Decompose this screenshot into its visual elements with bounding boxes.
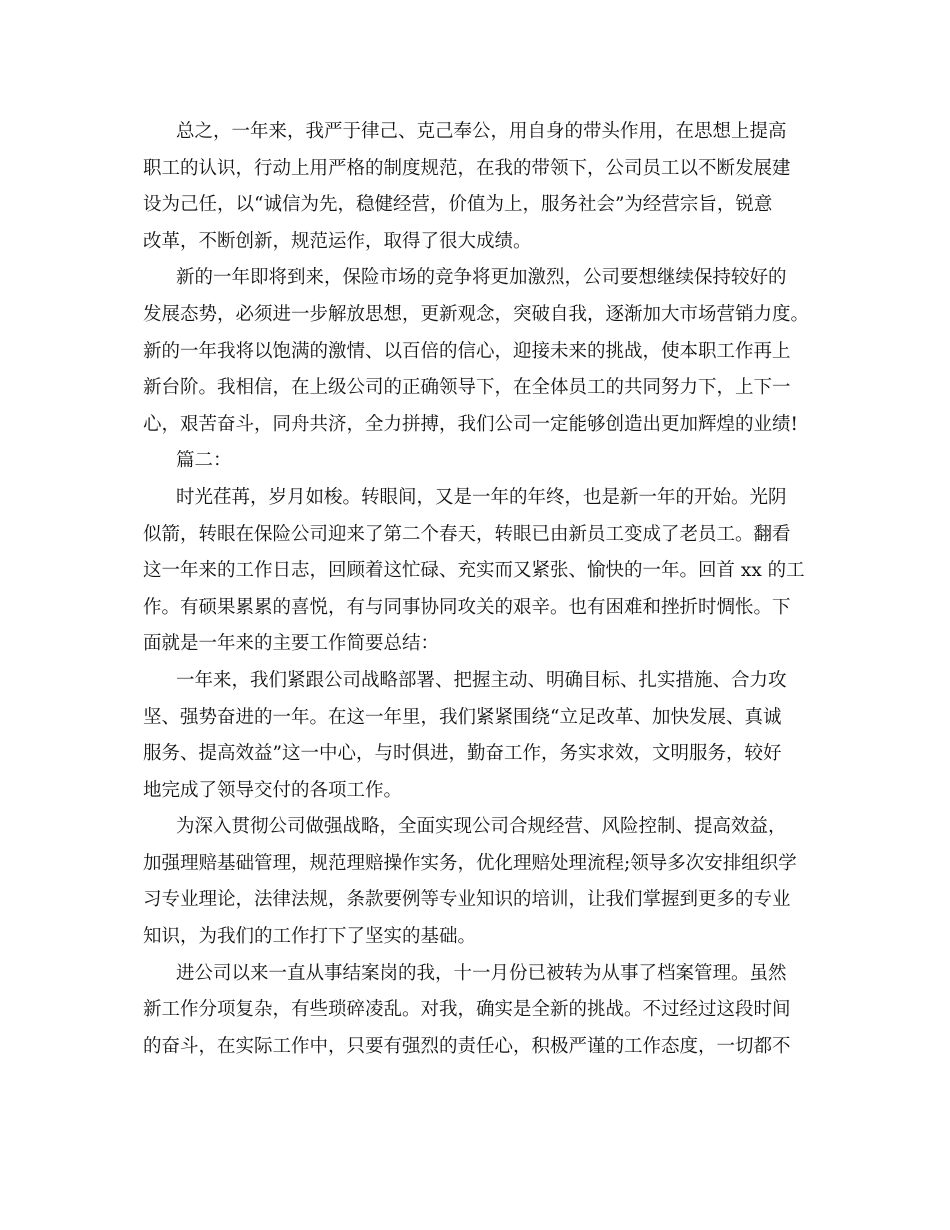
paragraph-line: 作。有硕果累累的喜悦，有与同事协同攻关的艰辛。也有困难和挫折时惆怅。下 bbox=[143, 596, 791, 618]
paragraph-line: 心，艰苦奋斗，同舟共济，全力拼搏，我们公司一定能够创造出更加辉煌的业绩! bbox=[143, 413, 798, 435]
paragraph-line: 知识，为我们的工作打下了坚实的基础。 bbox=[143, 926, 477, 948]
paragraph-line: 面就是一年来的主要工作简要总结： bbox=[143, 633, 440, 655]
paragraph-line: 坚、强势奋进的一年。在这一年里，我们紧紧围绕“立足改革、加快发展、真诚 bbox=[143, 706, 782, 728]
document-body bbox=[143, 114, 808, 1065]
paragraph-line: 似箭，转眼在保险公司迎来了第二个春天，转眼已由新员工变成了老员工。翻看 bbox=[143, 523, 791, 545]
paragraph-line: 一年来，我们紧跟公司战略部署、把握主动、明确目标、扎实措施、合力攻 bbox=[176, 669, 787, 691]
paragraph-line: 职工的认识，行动上用严格的制度规范，在我的带领下，公司员工以不断发展建 bbox=[143, 157, 791, 179]
paragraph-line: 设为己任，以“诚信为先，稳健经营，价值为上，服务社会”为经营宗旨，锐意 bbox=[143, 194, 773, 216]
paragraph-line: 新的一年我将以饱满的激情、以百倍的信心，迎接未来的挑战，使本职工作再上 bbox=[143, 340, 791, 362]
paragraph-line: 这一年来的工作日志，回顾着这忙碌、充实而又紧张、愉快的一年。回首 xx 的工 bbox=[143, 560, 805, 582]
paragraph-line: 新台阶。我相信，在上级公司的正确领导下，在全体员工的共同努力下，上下一 bbox=[143, 377, 791, 399]
paragraph-line: 改革，不断创新，规范运作，取得了很大成绩。 bbox=[143, 230, 532, 252]
paragraph-line: 习专业理论，法律法规，条款要例等专业知识的培训，让我们掌握到更多的专业 bbox=[143, 889, 791, 911]
paragraph-line: 为深入贯彻公司做强战略，全面实现公司合规经营、风险控制、提高效益， bbox=[176, 816, 787, 838]
paragraph-line: 时光荏苒，岁月如梭。转眼间，又是一年的年终，也是新一年的开始。光阴 bbox=[176, 486, 787, 508]
paragraph-line: 进公司以来一直从事结案岗的我，十一月份已被转为从事了档案管理。虽然 bbox=[176, 962, 787, 984]
paragraph-line: 新工作分项复杂，有些琐碎凌乱。对我，确实是全新的挑战。不过经过这段时间 bbox=[143, 999, 791, 1021]
paragraph-line: 服务、提高效益”这一中心，与时俱进，勤奋工作，务实求效，文明服务，较好 bbox=[143, 743, 782, 765]
paragraph-line: 总之，一年来，我严于律己、克己奉公，用自身的带头作用，在思想上提高 bbox=[176, 121, 787, 142]
paragraph-line: 的奋斗，在实际工作中，只要有强烈的责任心，积极严谨的工作态度，一切都不 bbox=[143, 1035, 791, 1057]
paragraph-line: 新的一年即将到来，保险市场的竞争将更加激烈，公司要想继续保持较好的 bbox=[176, 267, 787, 289]
paragraph-line: 发展态势，必须进一步解放思想，更新观念，突破自我，逐渐加大市场营销力度。 bbox=[143, 303, 810, 325]
paragraph-line: 加强理赔基础管理，规范理赔操作实务，优化理赔处理流程;领导多次安排组织学 bbox=[143, 852, 797, 874]
section-heading: 篇二： bbox=[176, 450, 232, 472]
paragraph-line: 地完成了领导交付的各项工作。 bbox=[143, 779, 403, 801]
